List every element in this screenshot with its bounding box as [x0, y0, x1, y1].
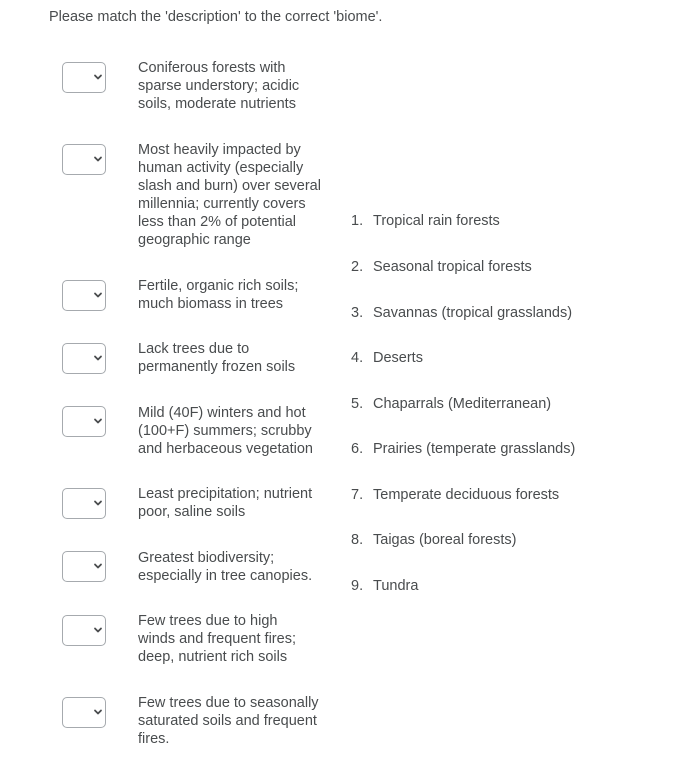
- chevron-down-icon: [92, 706, 104, 718]
- chevron-down-icon: [92, 560, 104, 572]
- choice-item-4: [351, 350, 423, 366]
- choice-item-2: [351, 259, 532, 275]
- choice-number: 6.: [351, 441, 364, 457]
- description-line: Fertile, organic rich soils;: [138, 278, 299, 294]
- description-3: [138, 277, 338, 313]
- choice-item-8: [351, 532, 516, 548]
- chevron-down-icon: [92, 415, 104, 427]
- choice-item-5: [351, 396, 551, 412]
- description-line: Most heavily impacted by: [138, 142, 301, 158]
- description-line: and herbaceous vegetation: [138, 441, 313, 457]
- choice-item-3: [351, 305, 572, 321]
- choice-label: Chaparrals (Mediterranean): [373, 396, 552, 412]
- choice-label: Deserts: [373, 350, 423, 366]
- chevron-down-icon: [92, 289, 104, 301]
- biome-select-8[interactable]: [62, 615, 106, 646]
- biome-select-6[interactable]: [62, 488, 106, 519]
- description-8: [138, 612, 338, 666]
- description-line: Least precipitation; nutrient: [138, 486, 313, 502]
- description-line: winds and frequent fires;: [138, 631, 296, 647]
- description-line: Coniferous forests with: [138, 60, 286, 76]
- choice-item-9: [351, 578, 418, 594]
- chevron-down-icon: [92, 352, 104, 364]
- description-line: permanently frozen soils: [138, 359, 296, 375]
- choice-label: Seasonal tropical forests: [373, 259, 532, 275]
- description-line: millennia; currently covers: [138, 196, 306, 212]
- choice-number: 2.: [351, 259, 364, 275]
- choice-number: 4.: [351, 350, 364, 366]
- description-line: soils, moderate nutrients: [138, 96, 296, 112]
- choice-item-6: [351, 441, 575, 457]
- biome-select-7[interactable]: [62, 551, 106, 582]
- biome-select-1[interactable]: [62, 62, 106, 93]
- choice-label: Prairies (temperate grasslands): [373, 441, 576, 457]
- question-prompt: Please match the 'description' to the correct 'biome'.: [49, 9, 383, 25]
- description-line: slash and burn) over several: [138, 178, 321, 194]
- description-line: especially in tree canopies.: [138, 568, 313, 584]
- description-4: [138, 340, 338, 376]
- biome-select-9[interactable]: [62, 697, 106, 728]
- description-line: Few trees due to high: [138, 613, 278, 629]
- choice-number: 5.: [351, 396, 364, 412]
- choice-number: 9.: [351, 578, 364, 594]
- chevron-down-icon: [92, 497, 104, 509]
- choice-number: 3.: [351, 305, 364, 321]
- choice-label: Tundra: [373, 578, 419, 594]
- description-line: fires.: [138, 731, 170, 747]
- choice-label: Taigas (boreal forests): [373, 532, 517, 548]
- biome-select-5[interactable]: [62, 406, 106, 437]
- description-line: Greatest biodiversity;: [138, 550, 275, 566]
- description-line: less than 2% of potential: [138, 214, 296, 230]
- description-line: poor, saline soils: [138, 504, 246, 520]
- description-7: [138, 549, 338, 585]
- choice-number: 8.: [351, 532, 364, 548]
- description-5: [138, 404, 338, 458]
- choice-label: Tropical rain forests: [373, 213, 500, 229]
- description-line: deep, nutrient rich soils: [138, 649, 288, 665]
- choice-number: 7.: [351, 487, 364, 503]
- choice-number: 1.: [351, 213, 364, 229]
- description-line: human activity (especially: [138, 160, 304, 176]
- biome-select-4[interactable]: [62, 343, 106, 374]
- description-1: [138, 59, 338, 113]
- biome-select-2[interactable]: [62, 144, 106, 175]
- choice-label: Savannas (tropical grasslands): [373, 305, 573, 321]
- description-line: saturated soils and frequent: [138, 713, 317, 729]
- choice-label: Temperate deciduous forests: [373, 487, 560, 503]
- choice-item-7: [351, 487, 559, 503]
- description-6: [138, 485, 338, 521]
- description-line: geographic range: [138, 232, 251, 248]
- description-line: much biomass in trees: [138, 296, 284, 312]
- description-line: Mild (40F) winters and hot: [138, 405, 306, 421]
- description-line: sparse understory; acidic: [138, 78, 300, 94]
- choice-item-1: [351, 213, 500, 229]
- chevron-down-icon: [92, 71, 104, 83]
- chevron-down-icon: [92, 624, 104, 636]
- chevron-down-icon: [92, 153, 104, 165]
- description-2: [138, 141, 338, 249]
- description-line: Lack trees due to: [138, 341, 250, 357]
- description-line: (100+F) summers; scrubby: [138, 423, 312, 439]
- biome-select-3[interactable]: [62, 280, 106, 311]
- description-line: Few trees due to seasonally: [138, 695, 319, 711]
- description-9: [138, 694, 338, 748]
